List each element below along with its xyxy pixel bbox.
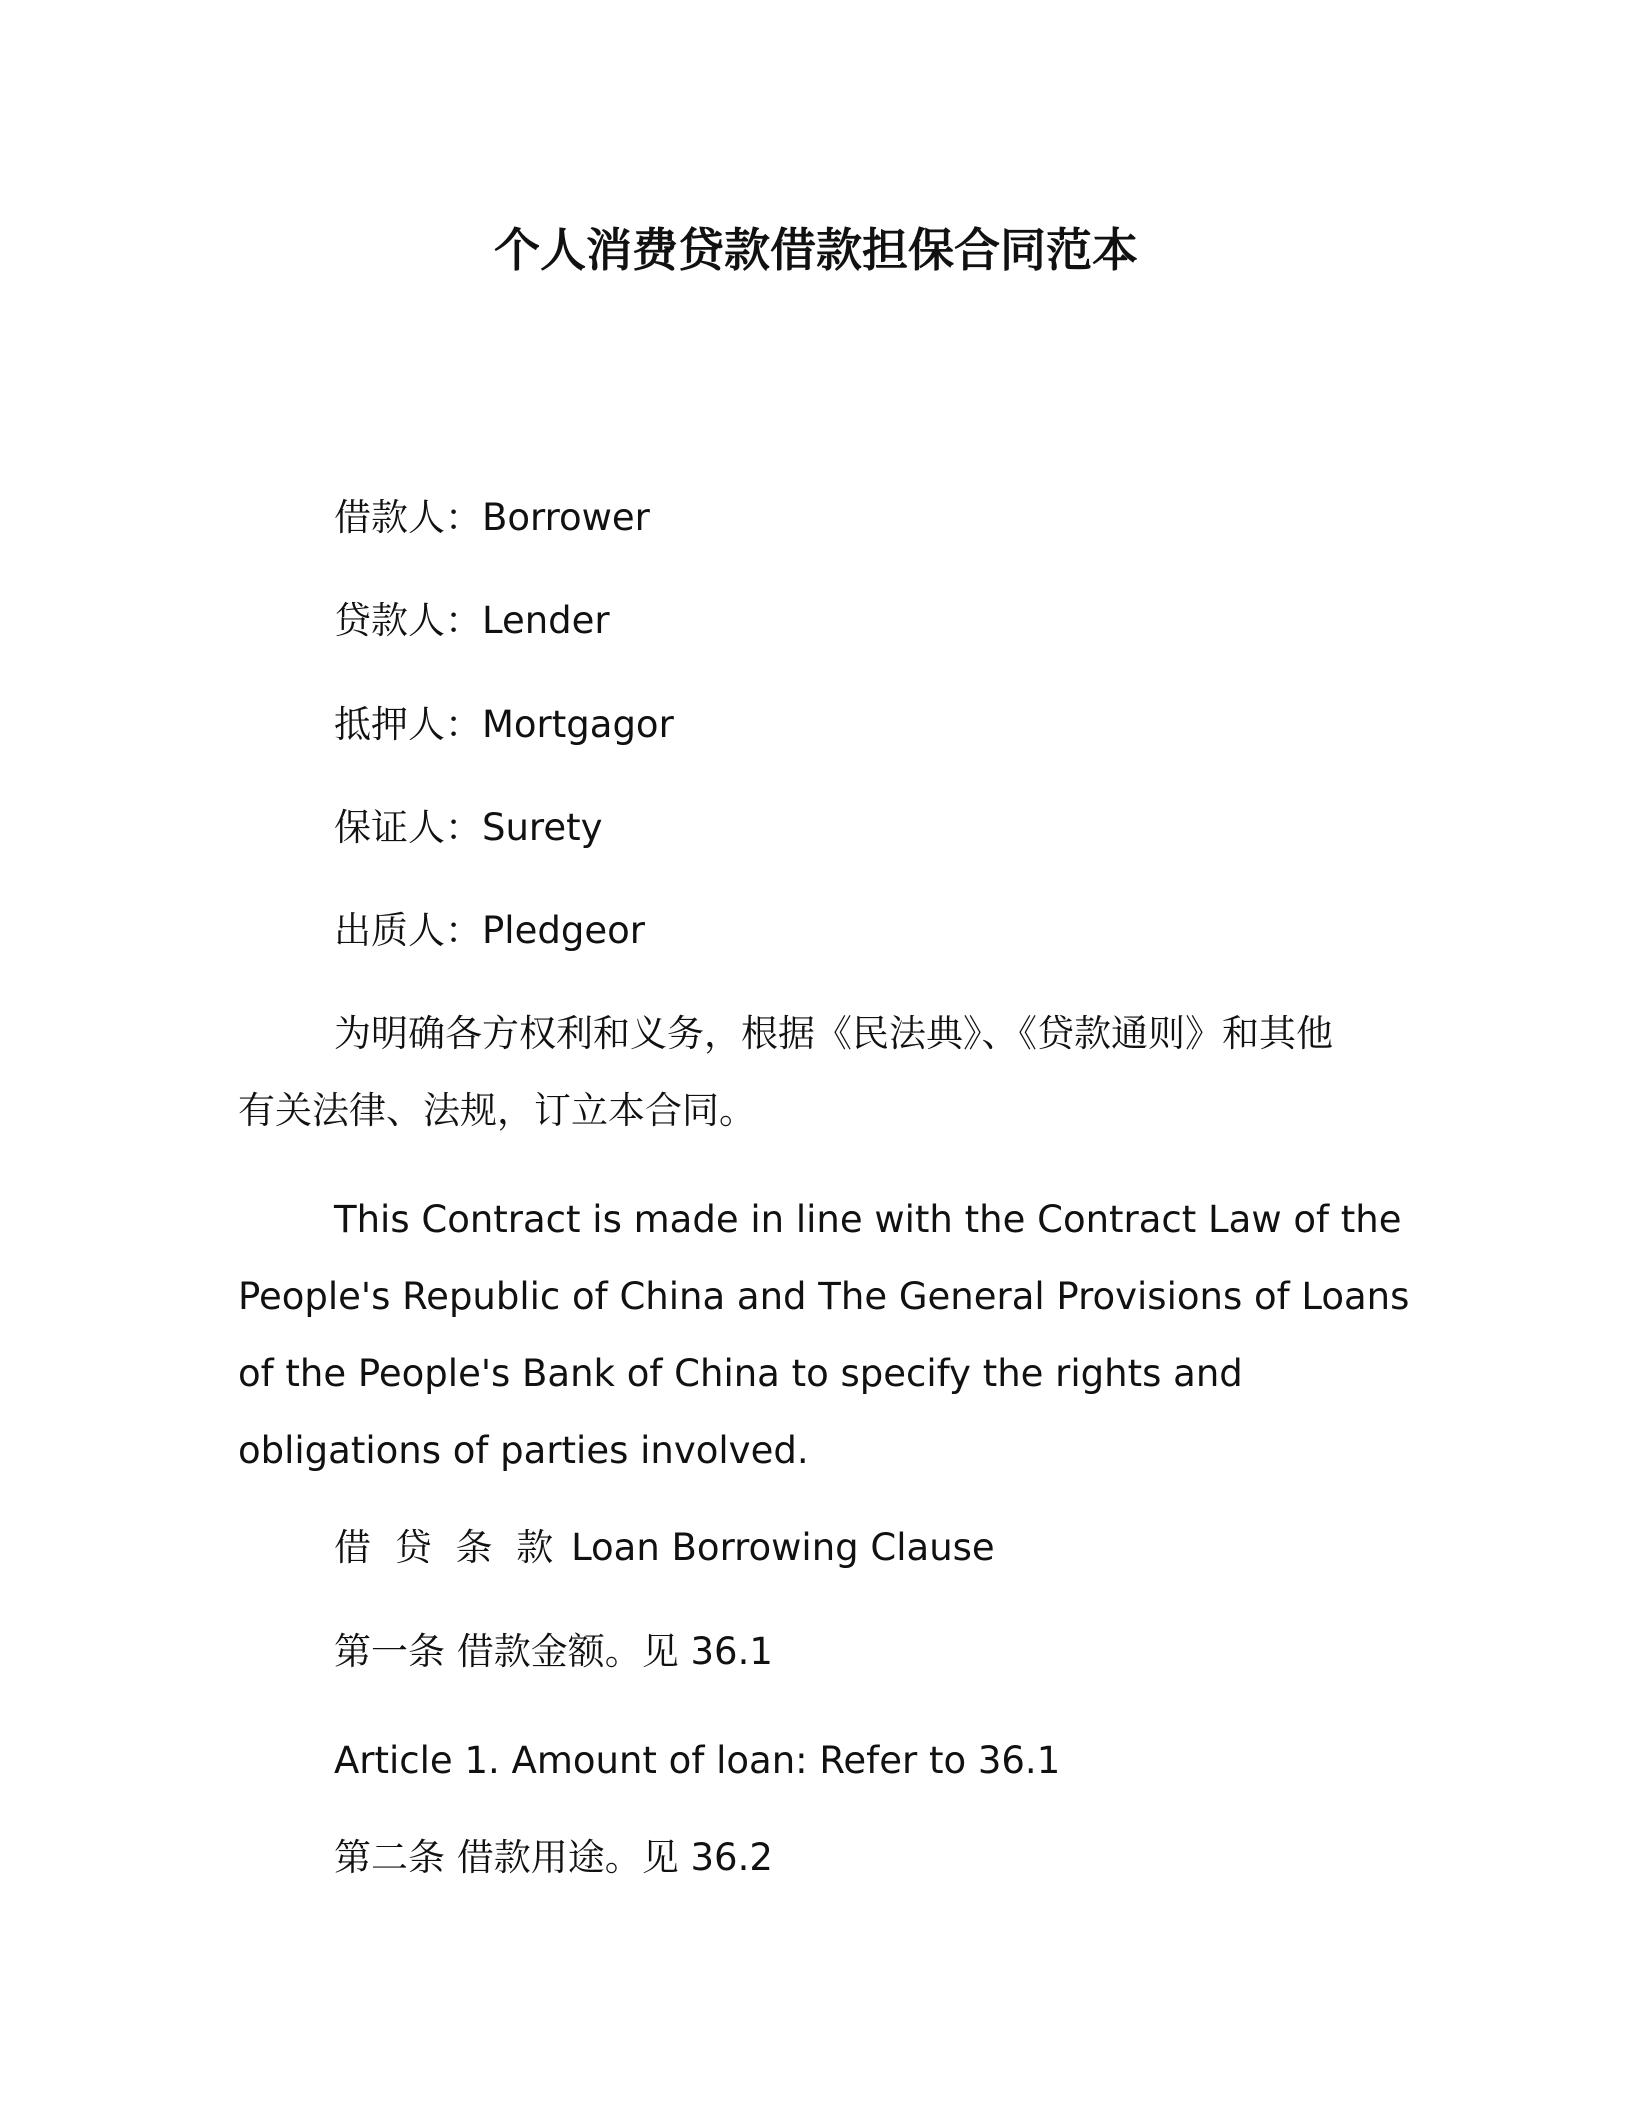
article-1-en: Article 1. Amount of loan: Refer to 36.1 bbox=[334, 1739, 1061, 1782]
intro-en-line-2: People's Republic of China and The General Provisions of Loans bbox=[238, 1275, 1410, 1318]
party-value: Pledgeor bbox=[482, 909, 645, 952]
party-mortgagor bbox=[334, 701, 674, 749]
intro-en-line-3: of the People's Bank of China to specify the rights and bbox=[238, 1352, 1243, 1395]
document-title: 个人消费贷款借款担保合同范本 bbox=[494, 223, 1138, 277]
intro-cn-line-2: 有关法律、法规，订立本合同。 bbox=[238, 1089, 756, 1132]
party-value: Lender bbox=[482, 599, 610, 642]
section-heading-cn: 借 贷 条 款 bbox=[334, 1526, 560, 1569]
intro-en-line-1: This Contract is made in line with the Contract Law of the bbox=[334, 1198, 1402, 1241]
party-surety bbox=[334, 804, 603, 852]
section-heading-en: Loan Borrowing Clause bbox=[571, 1526, 995, 1569]
party-label: 保证人： bbox=[334, 806, 482, 849]
article-1-cn: 第一条 借款金额。见 36.1 bbox=[334, 1630, 773, 1673]
party-value: Surety bbox=[482, 806, 603, 849]
party-pledgeor bbox=[334, 907, 645, 955]
party-lender bbox=[334, 597, 610, 645]
article-2-cn: 第二条 借款用途。见 36.2 bbox=[334, 1836, 773, 1879]
party-label: 抵押人： bbox=[334, 703, 482, 746]
intro-en-line-4: obligations of parties involved. bbox=[238, 1429, 809, 1472]
party-label: 贷款人： bbox=[334, 599, 482, 642]
intro-cn-line-1: 为明确各方权利和义务，根据《民法典》、《贷款通则》和其他 bbox=[334, 1012, 1333, 1055]
party-label: 出质人： bbox=[334, 909, 482, 952]
party-value: Borrower bbox=[482, 496, 650, 539]
party-label: 借款人： bbox=[334, 496, 482, 539]
party-borrower bbox=[334, 494, 650, 542]
party-value: Mortgagor bbox=[482, 703, 674, 746]
section-heading bbox=[334, 1524, 995, 1572]
